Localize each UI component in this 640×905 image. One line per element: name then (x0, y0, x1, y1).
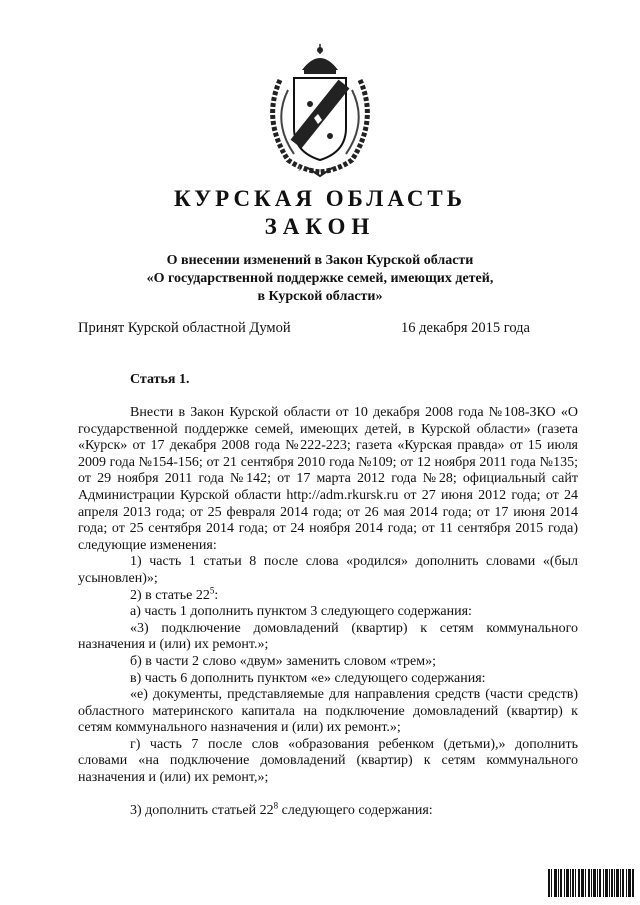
amendment-item-2a-text: «3) подключение домовладений (квартир) к сетям коммунального назначения и (или) их ремонт.»; (78, 620, 578, 653)
coat-of-arms-emblem (258, 40, 382, 180)
amendment-item-1: 1) часть 1 статьи 8 после слова «родился» дополнить словами «(был усыновлен)»; (78, 554, 578, 586)
amendment-item-2v: в) часть 6 дополнить пунктом «е» следующего содержания: (130, 670, 486, 686)
article-intro: Внести в Закон Курской области от 10 декабря 2008 года №108-ЗКО «О государственной поддержке семей, имеющих детей, в Курской области» (газета «Курск» от 17 декабря 2008 года №222-223; газета «Курская правда» от 15 июля 2009 года №154-156; от 21 сентября 2010 года №109; от 12 ноября 2011 года №135; от 29 ноября 2011 года №142; от 17 марта 2012 года №28; официальный сайт Администрации Курской области http://adm.rkursk.ru от 27 июня 2012 года; от 24 апреля 2013 года; от 25 февраля 2014 года; от 26 мая 2014 года; от 17 июня 2014 года; от 25 сентября 2014 года; от 24 ноября 2014 года; от 11 сентября 2015 года) следующие изменения: (78, 405, 578, 553)
item-2-colon: : (214, 587, 219, 603)
adopted-by: Принят Курской областной Думой (78, 320, 291, 336)
subject-line: в Курской области» (257, 289, 383, 304)
adoption-date: 16 декабря 2015 года (401, 320, 530, 336)
paragraph-gap (78, 787, 578, 803)
item-2-text: 2) в статье 22 (130, 587, 210, 603)
amendment-item-2 (78, 584, 578, 605)
amendment-item-2b: б) в части 2 слово «двум» заменить словом «трем»; (130, 653, 436, 669)
amendment-item-2g: г) часть 7 после слов «образования ребенком (детьми),» дополнить словами «на подключение домовладений (квартир) к сетям коммунального назначения и (или) их ремонт,»; (78, 736, 578, 786)
barcode-image (548, 869, 634, 897)
amendment-item-2v-text: «е) документы, представляемые для направления средств (части средств) областного материнского капитала на подключение домовладений (квартир) к сетям коммунального назначения и (или) их ремонт.»; (78, 687, 578, 736)
article-body (78, 405, 578, 819)
amendment-item-3 (78, 800, 578, 820)
amendment-item-2a: а) часть 1 дополнить пунктом 3 следующего содержания: (130, 604, 472, 620)
law-subject (130, 252, 510, 306)
item-3-tail: следующего содержания: (278, 802, 433, 818)
article-heading: Статья 1. (130, 372, 190, 387)
adoption-line (78, 320, 530, 337)
subject-line: О внесении изменений в Закон Курской области (166, 253, 474, 268)
subject-line: «О государственной поддержке семей, имеющих детей, (146, 271, 494, 286)
scan-mark: i (298, 163, 301, 173)
item-2-superscript: 5 (209, 584, 215, 595)
region-title: КУРСКАЯ ОБЛАСТЬ (174, 186, 466, 211)
item-3-superscript: 8 (273, 800, 279, 810)
item-3-text: 3) дополнить статьей 22 (130, 802, 274, 818)
document-type-title: ЗАКОН (264, 214, 376, 239)
